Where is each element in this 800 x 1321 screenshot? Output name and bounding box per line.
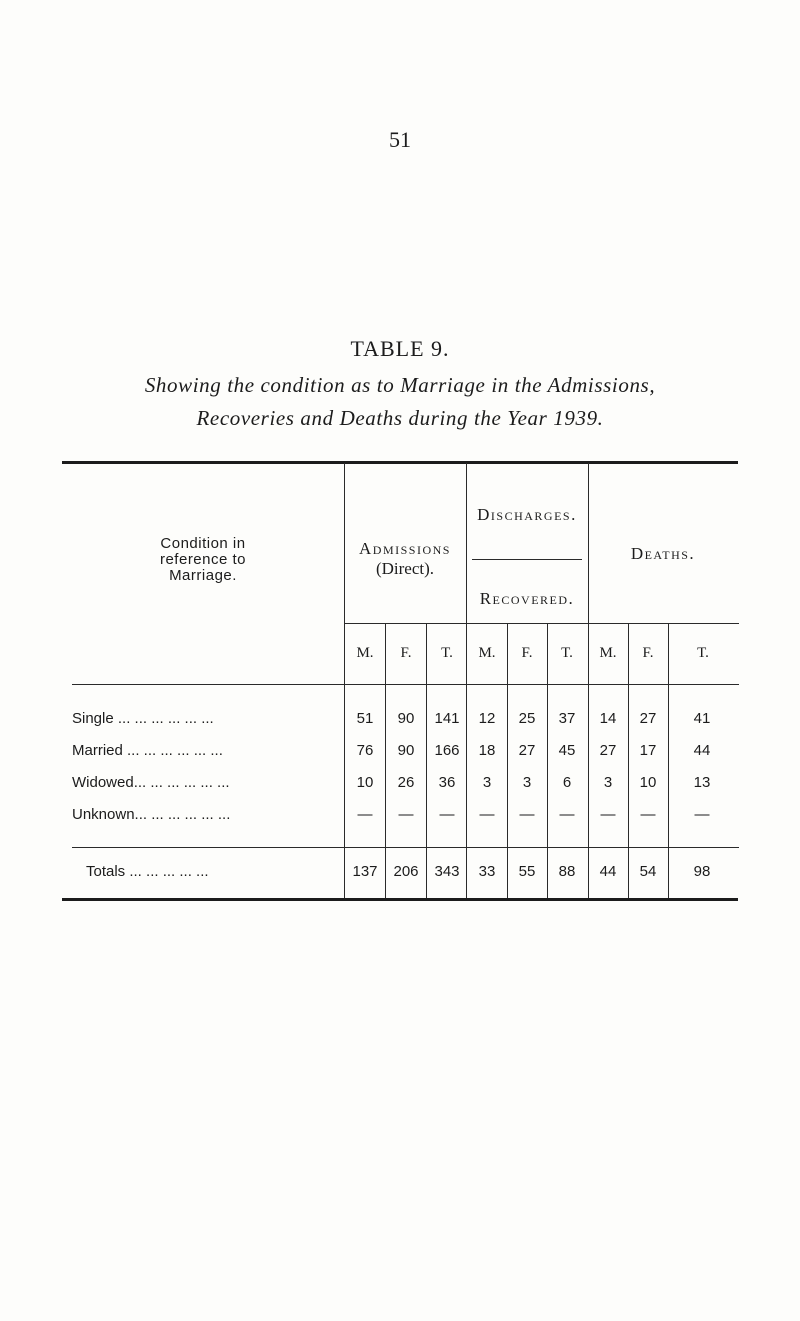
table-cell: 37	[558, 710, 576, 727]
table-cell: —	[600, 806, 616, 823]
table-subtitle-line2: Recoveries and Deaths during the Year 1939.	[196, 406, 604, 430]
total-cell: 55	[518, 863, 536, 880]
table-cell: 3	[482, 774, 492, 791]
table-cell: 6	[562, 774, 572, 791]
total-cell: 343	[434, 863, 460, 880]
condition-header-line: reference to	[159, 551, 247, 568]
column-divider	[588, 463, 589, 898]
table-cell: 14	[599, 710, 617, 727]
total-cell: 98	[693, 863, 711, 880]
table-cell: 76	[356, 742, 374, 759]
row-label: Widowed... ... ... ... ... ...	[72, 774, 230, 791]
total-cell: 54	[639, 863, 657, 880]
col-header-t: T.	[561, 645, 573, 661]
table-cell: 90	[397, 710, 415, 727]
column-divider	[466, 463, 467, 898]
col-header-f: F.	[521, 645, 533, 661]
admissions-subheader: (Direct).	[375, 559, 435, 578]
total-cell: 137	[352, 863, 378, 880]
table-cell: 17	[639, 742, 657, 759]
col-header-f: F.	[642, 645, 654, 661]
column-divider	[426, 623, 427, 898]
row-label: Single ... ... ... ... ... ...	[72, 710, 214, 727]
column-divider	[344, 463, 345, 898]
col-header-m: M.	[478, 645, 496, 661]
table-cell: 90	[397, 742, 415, 759]
condition-header-line: Condition in	[160, 535, 246, 552]
table-cell: 18	[478, 742, 496, 759]
table-cell: —	[398, 806, 414, 823]
table-cell: 10	[639, 774, 657, 791]
total-cell: 44	[599, 863, 617, 880]
table-cell: 41	[693, 710, 711, 727]
row-label: Married ... ... ... ... ... ...	[72, 742, 223, 759]
totals-label: Totals ... ... ... ... ...	[86, 863, 209, 880]
table-cell: 25	[518, 710, 536, 727]
table-cell: 3	[603, 774, 613, 791]
header-bottom-rule	[72, 684, 739, 685]
header-divider	[472, 559, 582, 560]
table-subtitle-line1: Showing the condition as to Marriage in the Admissions,	[144, 373, 656, 397]
column-divider	[628, 623, 629, 898]
header-divider	[344, 623, 739, 624]
col-header-m: M.	[356, 645, 374, 661]
table-cell: 10	[356, 774, 374, 791]
admissions-header: Admissions	[359, 539, 451, 558]
table-title: TABLE 9.	[350, 336, 450, 361]
table-cell: —	[519, 806, 535, 823]
discharges-header: Discharges.	[477, 505, 577, 524]
condition-header-line: Marriage.	[169, 567, 237, 584]
deaths-header: Deaths.	[630, 544, 696, 563]
table-cell: —	[479, 806, 495, 823]
table-cell: 45	[558, 742, 576, 759]
table-cell: 141	[434, 710, 460, 727]
table-cell: 166	[434, 742, 460, 759]
column-divider	[668, 623, 669, 898]
table-cell: —	[640, 806, 656, 823]
table-cell: —	[694, 806, 710, 823]
total-cell: 206	[393, 863, 419, 880]
column-divider	[507, 623, 508, 898]
table-cell: 51	[356, 710, 374, 727]
table-cell: 26	[397, 774, 415, 791]
table-cell: 13	[693, 774, 711, 791]
table-cell: —	[357, 806, 373, 823]
totals-rule	[72, 847, 739, 848]
table-cell: 27	[639, 710, 657, 727]
page-number: 51	[389, 127, 411, 152]
table-cell: —	[559, 806, 575, 823]
total-cell: 88	[558, 863, 576, 880]
table-bottom-rule	[62, 898, 738, 901]
table-cell: —	[439, 806, 455, 823]
row-label: Unknown... ... ... ... ... ...	[72, 806, 231, 823]
table-cell: 12	[478, 710, 496, 727]
table-cell: 36	[438, 774, 456, 791]
total-cell: 33	[478, 863, 496, 880]
col-header-m: M.	[599, 645, 617, 661]
recovered-header: Recovered.	[479, 589, 575, 608]
table-cell: 44	[693, 742, 711, 759]
col-header-t: T.	[441, 645, 453, 661]
condition-header	[72, 536, 334, 584]
column-divider	[385, 623, 386, 898]
table-cell: 27	[518, 742, 536, 759]
table-top-rule	[62, 461, 738, 464]
col-header-f: F.	[400, 645, 412, 661]
table-cell: 3	[522, 774, 532, 791]
column-divider	[547, 623, 548, 898]
table-cell: 27	[599, 742, 617, 759]
col-header-t: T.	[697, 645, 709, 661]
